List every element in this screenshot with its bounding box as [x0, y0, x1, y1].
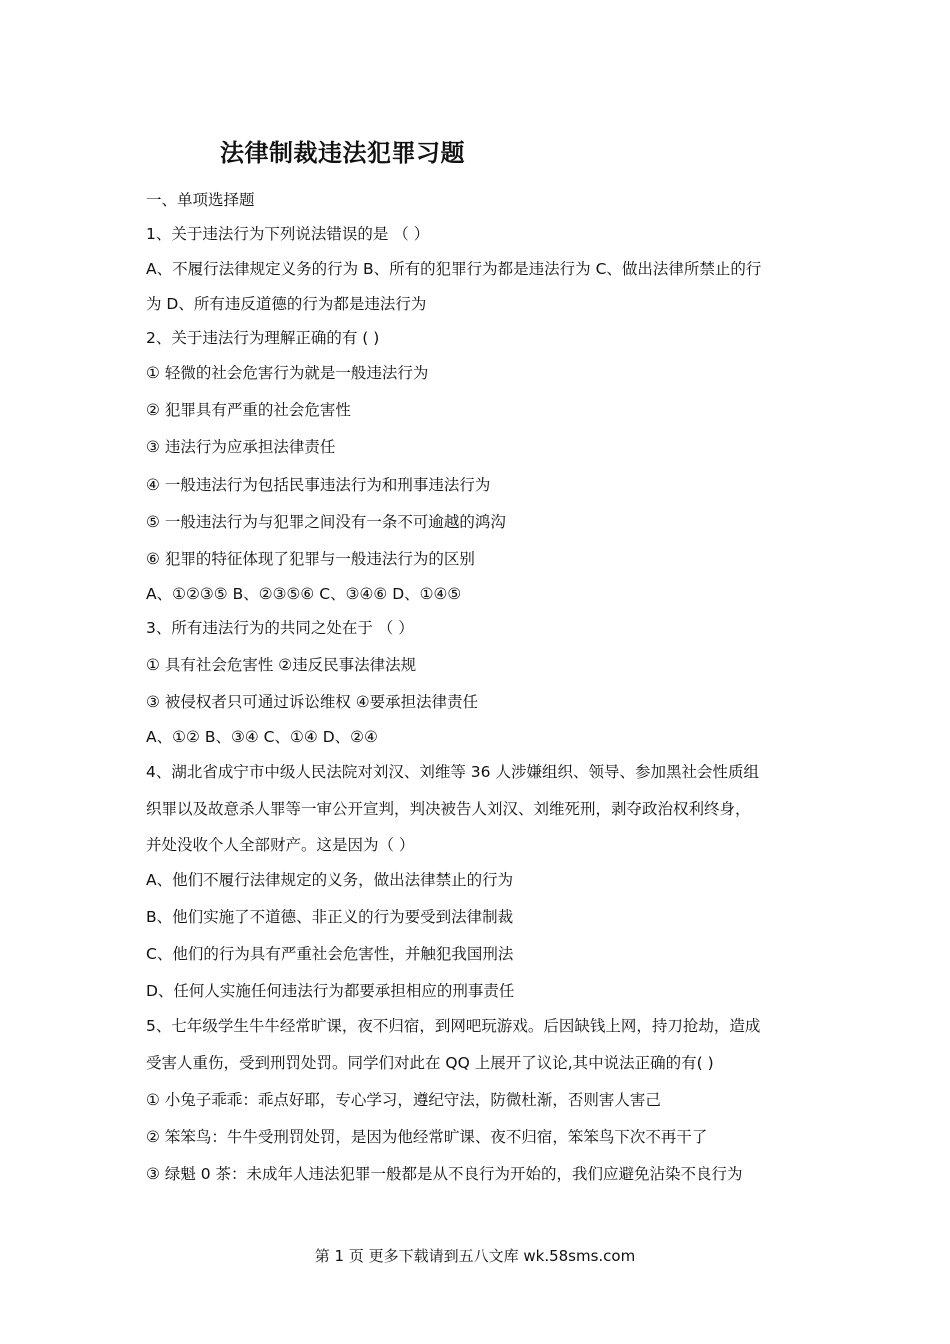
question-2-item-3: ③ 违法行为应承担法律责任 — [146, 438, 336, 456]
question-4-option-a: A、他们不履行法律规定的义务，做出法律禁止的行为 — [146, 871, 514, 889]
question-5-item-2: ② 笨笨鸟：牛牛受刑罚处罚，是因为他经常旷课、夜不归宿，笨笨鸟下次不再干了 — [146, 1128, 708, 1146]
page-footer: 第 1 页 更多下载请到五八文库 wk.58sms.com — [314, 1247, 636, 1265]
question-4-stem-line-2: 织罪以及故意杀人罪等一审公开宣判，判决被告人刘汉、刘维死刑，剥夺政治权利终身， — [146, 800, 751, 818]
question-2-item-5: ⑤ 一般违法行为与犯罪之间没有一条不可逾越的鸿沟 — [146, 513, 506, 531]
question-4-stem-line-1: 4、湖北省成宁市中级人民法院对刘汉、刘维等 36 人涉嫌组织、领导、参加黑社会性质组 — [146, 763, 759, 781]
question-1-stem: 1、关于违法行为下列说法错误的是 （ ） — [146, 225, 430, 243]
question-1-options-line-2: 为 D、所有违反道德的行为都是违法行为 — [146, 295, 427, 313]
question-2-item-2: ② 犯罪具有严重的社会危害性 — [146, 401, 351, 419]
question-3-options: A、①② B、③④ C、①④ D、②④ — [146, 728, 378, 746]
question-3-item-1-2: ① 具有社会危害性 ②违反民事法律法规 — [146, 656, 417, 674]
question-2-item-6: ⑥ 犯罪的特征体现了犯罪与一般违法行为的区别 — [146, 550, 475, 568]
question-2-options: A、①②③⑤ B、②③⑤⑥ C、③④⑥ D、①④⑤ — [146, 585, 462, 603]
question-5-stem-line-2: 受害人重伤，受到刑罚处罚。同学们对此在 QQ 上展开了议论,其中说法正确的有( ) — [146, 1054, 714, 1072]
question-4-option-d: D、任何人实施任何违法行为都要承担相应的刑事责任 — [146, 982, 515, 1000]
question-4-stem-line-3: 并处没收个人全部财产。这是因为（ ） — [146, 836, 415, 854]
question-3-item-3-4: ③ 被侵权者只可通过诉讼维权 ④要承担法律责任 — [146, 693, 479, 711]
question-4-option-c: C、他们的行为具有严重社会危害性，并触犯我国刑法 — [146, 945, 514, 963]
document-title: 法律制裁违法犯罪习题 — [220, 139, 465, 167]
question-1-options-line-1: A、不履行法律规定义务的行为 B、所有的犯罪行为都是违法行为 C、做出法律所禁止的行 — [146, 260, 762, 278]
question-5-stem-line-1: 5、七年级学生牛牛经常旷课，夜不归宿，到网吧玩游戏。后因缺钱上网，持刀抢劫，造成 — [146, 1017, 761, 1035]
question-5-item-3: ③ 绿魁 0 茶：未成年人违法犯罪一般都是从不良行为开始的，我们应避免沾染不良行为 — [146, 1165, 743, 1183]
question-2-item-1: ① 轻微的社会危害行为就是一般违法行为 — [146, 364, 429, 382]
section-heading: 一、单项选择题 — [146, 191, 255, 209]
question-5-item-1: ① 小兔子乖乖：乖点好耶，专心学习，遵纪守法，防微杜渐，否则害人害己 — [146, 1091, 661, 1109]
question-3-stem: 3、所有违法行为的共同之处在于 （ ） — [146, 619, 414, 637]
question-4-option-b: B、他们实施了不道德、非正义的行为要受到法律制裁 — [146, 908, 514, 926]
question-2-item-4: ④ 一般违法行为包括民事违法行为和刑事违法行为 — [146, 476, 491, 494]
question-2-stem: 2、关于违法行为理解正确的有 ( ) — [146, 329, 380, 347]
